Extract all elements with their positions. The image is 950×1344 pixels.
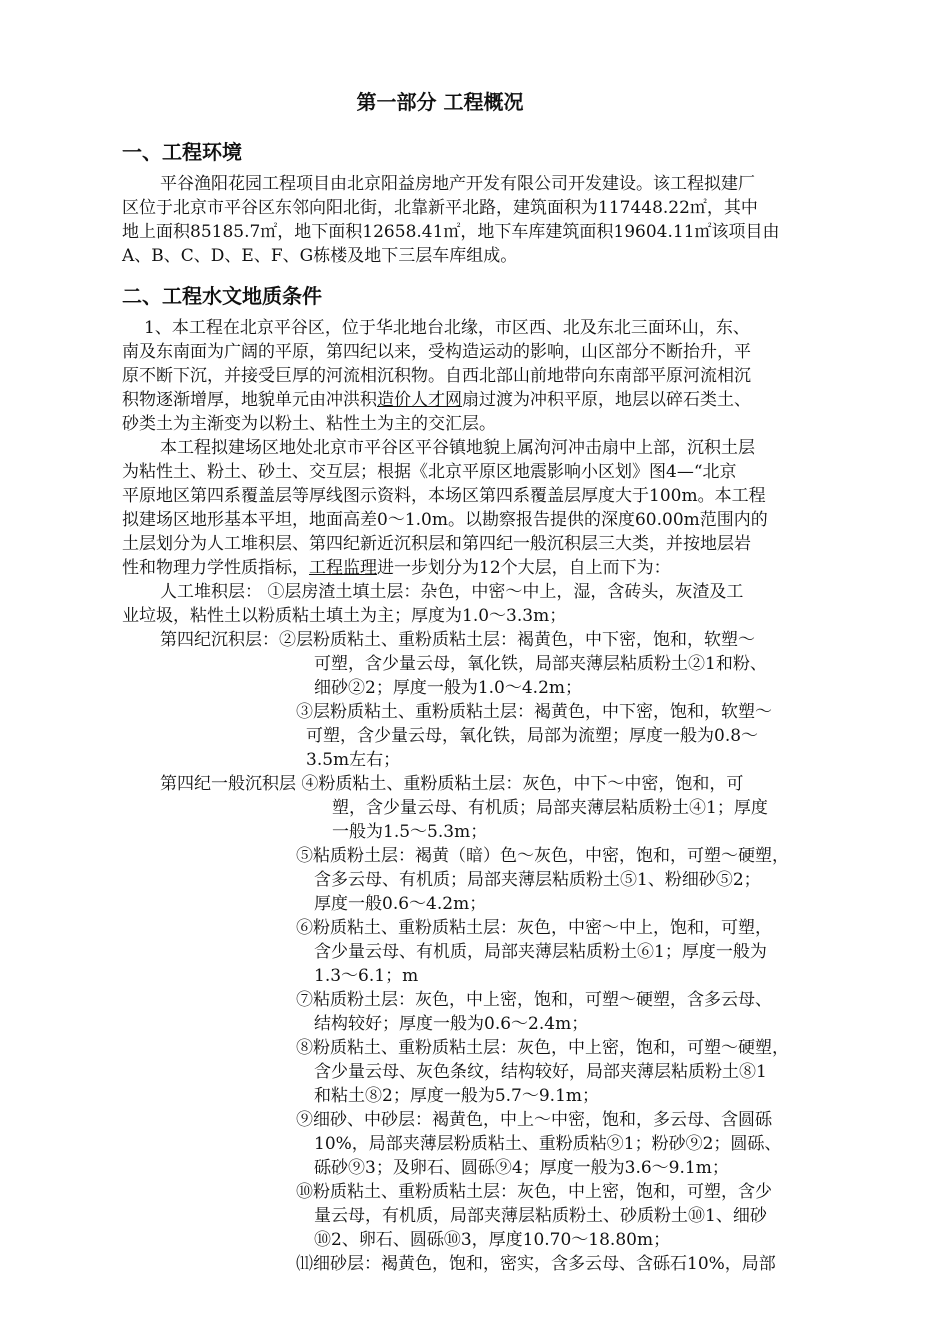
paragraph-line: 土层划分为人工堆积层、第四纪新近沉积层和第四纪一般沉积层三大类，并按地层岩 <box>122 534 751 554</box>
paragraph-line: 拟建场区地形基本平坦，地面高差0～1.0m。以勘察报告提供的深度60.00m范围内的 <box>122 510 768 530</box>
layer-line: 可塑，含少量云母，氧化铁，局部为流塑；厚度一般为0.8～ <box>306 726 759 746</box>
layer-line: 和粘土⑧2；厚度一般为5.7～9.1m； <box>314 1086 600 1106</box>
text-run: 进一步划分为12个大层，自上而下为： <box>377 558 671 578</box>
underlined-link-text[interactable]: 工程监理 <box>309 558 377 578</box>
paragraph-line <box>122 556 671 580</box>
layer-line: ⑧粉质粘土、重粉质粘土层：灰色，中上密，饱和，可塑～硬塑， <box>296 1038 789 1058</box>
paragraph-line: A、B、C、D、E、F、G栋楼及地下三层车库组成。 <box>122 246 518 266</box>
layer-line: 含少量云母、灰色条纹，结构较好，局部夹薄层粘质粉土⑧1 <box>314 1062 767 1082</box>
layer-line: ⑾细砂层：褐黄色，饱和，密实，含多云母、含砾石10%，局部 <box>296 1254 776 1274</box>
layer-line: ⑤粘质粉土层：褐黄（暗）色～灰色，中密，饱和，可塑～硬塑， <box>296 846 789 866</box>
layer-line: 厚度一般0.6～4.2m； <box>314 894 487 914</box>
layer-line: 人工堆积层： ①层房渣土填土层：杂色，中密～中上，湿，含砖头，灰渣及工 <box>160 582 744 602</box>
paragraph-line: 南及东南面为广阔的平原，第四纪以来，受构造运动的影响，山区部分不断抬升，平 <box>122 342 751 362</box>
paragraph-line: 区位于北京市平谷区东邻向阳北街，北靠新平北路，建筑面积为117448.22㎡，其中 <box>122 198 758 218</box>
paragraph-line: 平原地区第四系覆盖层等厚线图示资料，本场区第四系覆盖层厚度大于100m。本工程 <box>122 486 766 506</box>
paragraph-line: 本工程拟建场区地处北京市平谷区平谷镇地貌上属泃河冲击扇中上部，沉积土层 <box>160 438 755 458</box>
paragraph-line: 1、本工程在北京平谷区，位于华北地台北缘，市区西、北及东北三面环山，东、 <box>144 318 750 338</box>
underlined-link-text[interactable]: 造价人才网 <box>377 390 462 410</box>
layer-line: 量云母，有机质，局部夹薄层粘质粉土、砂质粉土⑩1、细砂 <box>314 1206 767 1226</box>
paragraph-line: 砂类土为主渐变为以粉土、粘性土为主的交汇层。 <box>122 414 496 434</box>
layer-line: 含多云母、有机质；局部夹薄层粘质粉土⑤1、粉细砂⑤2； <box>314 870 761 890</box>
layer-line: 10%，局部夹薄层粉质粘土、重粉质粘⑨1；粉砂⑨2；圆砾、 <box>314 1134 782 1154</box>
layer-line: ⑨细砂、中砂层：褐黄色，中上～中密，饱和，多云母、含圆砾 <box>296 1110 772 1130</box>
text-run: 积物逐渐增厚，地貌单元由冲洪积 <box>122 390 377 410</box>
layer-line: 1.3～6.1；m <box>314 966 419 986</box>
layer-line: 一般为1.5～5.3m； <box>332 822 488 842</box>
section-heading-1: 一、工程环境 <box>122 140 242 164</box>
layer-line: 第四纪一般沉积层 ④粉质粘土、重粉质粘土层：灰色，中下～中密，饱和，可 <box>160 774 744 794</box>
layer-line: 细砂②2；厚度一般为1.0～4.2m； <box>314 678 583 698</box>
layer-line: ⑩2、卵石、圆砾⑩3，厚度10.70～18.80m； <box>314 1230 671 1250</box>
layer-line: 塑，含少量云母、有机质；局部夹薄层粘质粉土④1；厚度 <box>332 798 768 818</box>
layer-line: ③层粉质粘土、重粉质粘土层：褐黄色，中下密，饱和，软塑～ <box>296 702 772 722</box>
layer-line: 结构较好；厚度一般为0.6～2.4m； <box>314 1014 589 1034</box>
layer-line: ⑦粘质粉土层：灰色，中上密，饱和，可塑～硬塑，含多云母、 <box>296 990 772 1010</box>
text-run: 性和物理力学性质指标， <box>122 558 309 578</box>
page-title: 第一部分 工程概况 <box>356 90 524 114</box>
paragraph-line: 原不断下沉，并接受巨厚的河流相沉积物。自西北部山前地带向东南部平原河流相沉 <box>122 366 751 386</box>
layer-line: 3.5m左右； <box>306 750 401 770</box>
layer-line: 含少量云母、有机质，局部夹薄层粘质粉土⑥1；厚度一般为 <box>314 942 767 962</box>
layer-line: ⑥粉质粘土、重粉质粘土层：灰色，中密～中上，饱和，可塑， <box>296 918 772 938</box>
layer-line: 业垃圾，粘性土以粉质粘土填土为主；厚度为1.0～3.3m； <box>122 606 567 626</box>
layer-line: 第四纪沉积层：②层粉质粘土、重粉质粘土层：褐黄色，中下密，饱和，软塑～ <box>160 630 755 650</box>
layer-line: 可塑，含少量云母，氧化铁，局部夹薄层粘质粉土②1和粉、 <box>314 654 767 674</box>
layer-line: ⑩粉质粘土、重粉质粘土层：灰色，中上密，饱和，可塑，含少 <box>296 1182 772 1202</box>
paragraph-line: 平谷渔阳花园工程项目由北京阳益房地产开发有限公司开发建设。该工程拟建厂 <box>160 174 755 194</box>
paragraph-line: 地上面积85185.7㎡，地下面积12658.41㎡，地下车库建筑面积19604.11㎡该项目由 <box>122 222 780 242</box>
section-heading-2: 二、工程水文地质条件 <box>122 284 322 308</box>
layer-line: 砾砂⑨3；及卵石、圆砾⑨4；厚度一般为3.6～9.1m； <box>314 1158 729 1178</box>
paragraph-line <box>122 388 751 412</box>
paragraph-line: 为粘性土、粉土、砂土、交互层；根据《北京平原区地震影响小区划》图4—“北京 <box>122 462 737 482</box>
text-run: 扇过渡为冲积平原，地层以碎石类土、 <box>462 390 751 410</box>
